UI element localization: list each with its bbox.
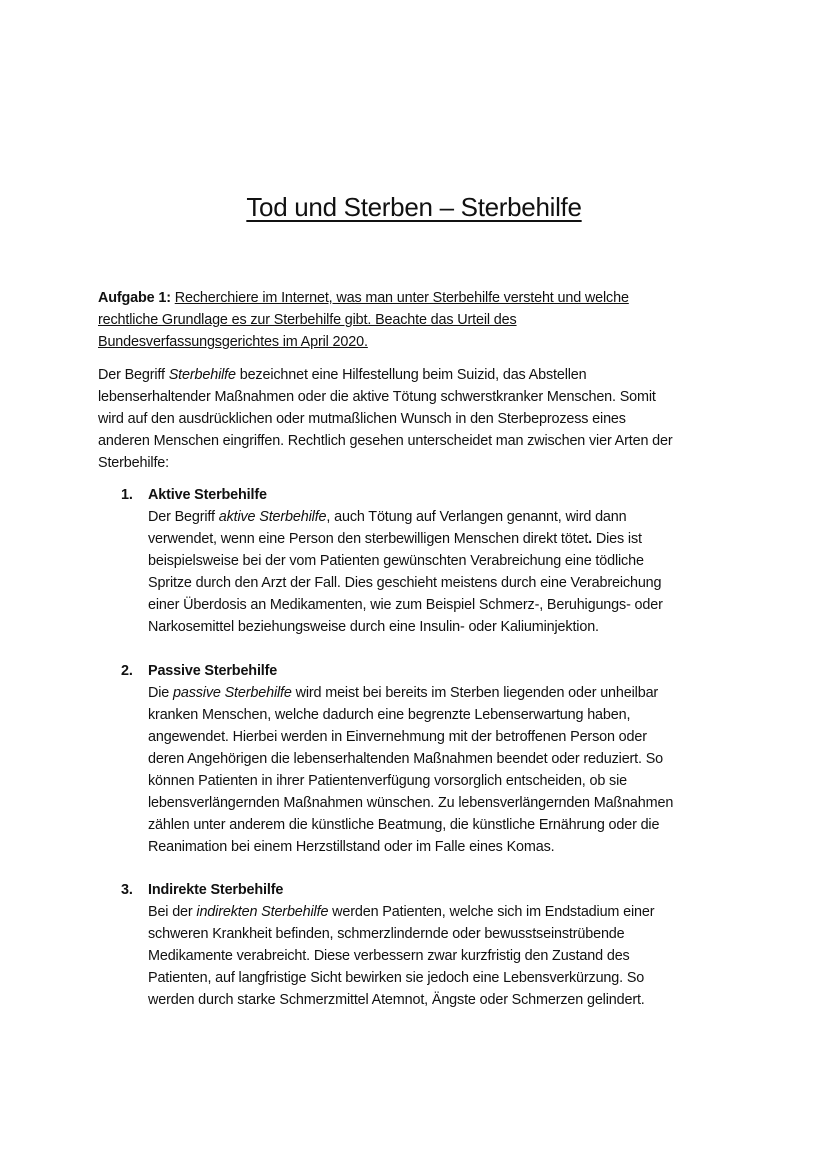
text-line — [148, 572, 663, 594]
list-heading: Aktive Sterbehilfe — [148, 487, 267, 503]
text-segment: wird auf den ausdrücklichen oder mutmaßlichen Wunsch in den Sterbeprozess eines — [98, 411, 626, 427]
list-number: 1. — [121, 487, 133, 503]
text-line — [98, 364, 673, 386]
text-segment: beispielsweise bei der vom Patienten gewünschten Verabreichung eine tödliche — [148, 553, 644, 569]
list-number: 2. — [121, 663, 133, 679]
task-text: rechtliche Grundlage es zur Sterbehilfe gibt. Beachte das Urteil des — [98, 312, 517, 328]
text-line — [148, 901, 654, 923]
italic-term: Sterbehilfe — [168, 367, 236, 383]
text-line — [148, 748, 673, 770]
list-item-passive — [121, 660, 674, 858]
text-line — [148, 704, 673, 726]
text-line — [148, 528, 663, 550]
text-line — [148, 967, 654, 989]
italic-term: passive Sterbehilfe — [173, 685, 292, 701]
text-segment: Patienten, auf langfristige Sicht bewirken sie jedoch eine Lebensverkürzung. So — [148, 970, 645, 986]
text-segment: zählen unter anderem die künstliche Beatmung, die künstliche Ernährung oder die — [148, 817, 660, 833]
text-segment: deren Angehörigen die lebenserhaltenden Maßnahmen beendet oder reduziert. So — [148, 751, 664, 767]
intro-paragraph — [98, 364, 673, 474]
text-segment: angewendet. Hierbei werden in Einvernehmung mit der betroffenen Person oder — [148, 729, 647, 745]
text-line — [98, 452, 673, 474]
text-segment: Medikamente verabreicht. Diese verbessern zwar kurzfristig den Zustand des — [148, 948, 630, 964]
text-segment: Sterbehilfe: — [98, 455, 169, 471]
text-line — [148, 506, 663, 528]
italic-term: aktive Sterbehilfe — [218, 509, 327, 525]
text-segment: werden Patienten, welche sich im Endstadium einer — [328, 904, 655, 920]
text-line — [148, 770, 673, 792]
text-segment: Reanimation bei einem Herzstillstand oder im Falle eines Komas. — [148, 839, 555, 855]
text-line — [148, 726, 673, 748]
text-line — [148, 814, 673, 836]
text-segment: Bei der — [148, 904, 197, 920]
text-segment: Der Begriff — [148, 509, 219, 525]
list-item-aktive — [121, 484, 663, 638]
list-item-indirekte — [121, 879, 655, 1011]
text-segment: , auch Tötung auf Verlangen genannt, wird dann — [326, 509, 627, 525]
text-line — [148, 923, 654, 945]
list-heading: Passive Sterbehilfe — [148, 663, 278, 679]
text-segment: werden durch starke Schmerzmittel Atemnot, Ängste oder Schmerzen gelindert. — [148, 992, 645, 1008]
text-segment: bezeichnet eine Hilfestellung beim Suizid, das Abstellen — [235, 367, 587, 383]
list-body — [148, 506, 663, 638]
text-line — [148, 682, 673, 704]
text-segment: Der Begriff — [98, 367, 169, 383]
text-segment: anderen Menschen eingriffen. Rechtlich gesehen unterscheidet man zwischen vier Arten der — [98, 433, 673, 449]
text-segment: schweren Krankheit befinden, schmerzlindernde oder bewusstseinstrübende — [148, 926, 625, 942]
text-segment: Spritze durch den Arzt der Fall. Dies geschieht meistens durch eine Verabreichung — [148, 575, 662, 591]
text-segment: Die — [148, 685, 173, 701]
text-line — [148, 945, 654, 967]
list-body — [148, 901, 654, 1011]
text-segment: . — [588, 531, 593, 547]
text-segment: kranken Menschen, welche dadurch eine begrenzte Lebenserwartung haben, — [148, 707, 631, 723]
text-segment: lebenserhaltender Maßnahmen oder die aktive Tötung schwerstkranker Menschen. Somit — [98, 389, 656, 405]
text-line — [98, 386, 673, 408]
italic-term: indirekten Sterbehilfe — [196, 904, 329, 920]
text-line — [148, 550, 663, 572]
task-line — [98, 287, 629, 309]
text-segment: einer Überdosis an Medikamenten, wie zum Beispiel Schmerz-, Beruhigungs- oder — [148, 597, 663, 613]
list-heading: Indirekte Sterbehilfe — [148, 882, 284, 898]
task-text: Recherchiere im Internet, was man unter Sterbehilfe versteht und welche — [174, 290, 629, 306]
text-line — [148, 989, 654, 1011]
text-segment: Dies ist — [592, 531, 642, 547]
text-line — [98, 430, 673, 452]
text-line — [148, 616, 663, 638]
text-segment: wird meist bei bereits im Sterben liegenden oder unheilbar — [291, 685, 659, 701]
text-line — [148, 594, 663, 616]
text-segment: lebensverlängernden Maßnahmen wünschen. Zu lebensverlängernden Maßnahmen — [148, 795, 674, 811]
list-body — [148, 682, 673, 858]
task-text: Bundesverfassungsgerichtes im April 2020. — [98, 334, 368, 350]
text-line — [148, 792, 673, 814]
task-label: Aufgabe 1: — [98, 290, 171, 306]
page-title: Tod und Sterben – Sterbehilfe — [246, 192, 582, 222]
text-segment: können Patienten in ihrer Patientenverfügung vorsorglich entscheiden, ob sie — [148, 773, 627, 789]
text-segment: Narkosemittel beziehungsweise durch eine Insulin- oder Kaliuminjektion. — [148, 619, 599, 635]
text-line — [98, 408, 673, 430]
text-line — [148, 836, 673, 858]
list-number: 3. — [121, 882, 133, 898]
task-block — [98, 287, 629, 353]
text-segment: verwendet, wenn eine Person den sterbewilligen Menschen direkt tötet — [148, 531, 589, 547]
